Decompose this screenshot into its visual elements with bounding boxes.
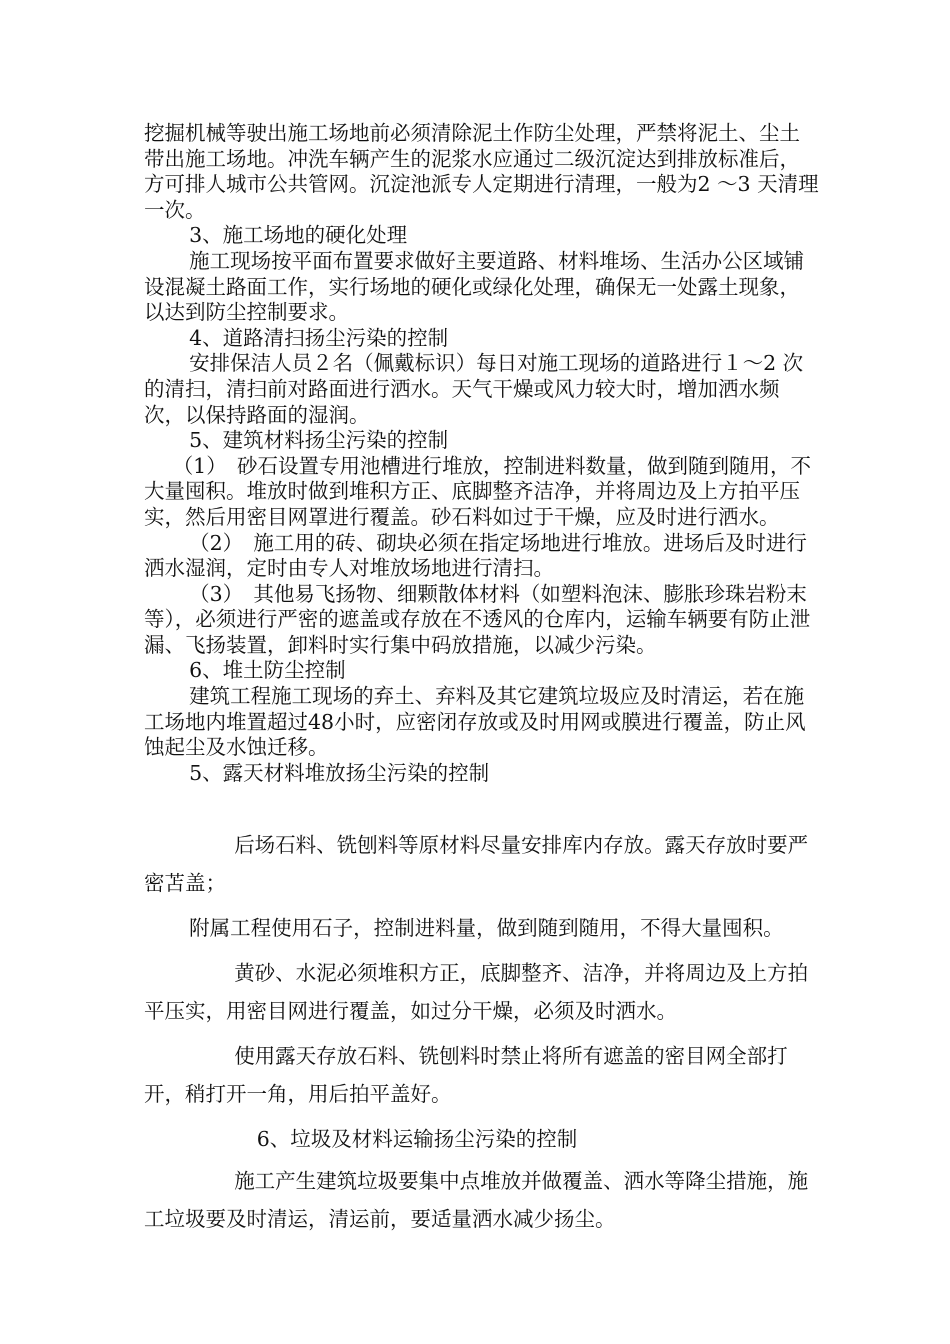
paragraph-net-cover: 使用露天存放石料、铣刨料时禁止将所有遮盖的密目网全部打开，稍打开一角，用后拍平盖好。 [144, 1044, 788, 1106]
paragraph-sand-cement: 黄砂、水泥必须堆积方正，底脚整齐、洁净，并将周边及上方拍平压实，用密目网进行覆盖，如过分干燥，必须及时洒水。 [144, 961, 809, 1023]
paragraph-material-item-1: （1） 砂石设置专用池槽进行堆放，控制进料数量，做到随到随用，不大量囤积。堆放时做到堆积方正、底脚整齐洁净，并将周边及上方拍平压实，然后用密目网罩进行覆盖。砂石料如过于干燥，应及时进行洒水。 [144, 453, 811, 529]
paragraph-soil-dust: 建筑工程施工现场的弃土、弃料及其它建筑垃圾应及时清运，若在施工场地内堆置超过48小时，应密闭存放或及时用网或膜进行覆盖，防止风蚀起尘及水蚀迁移。 [144, 684, 806, 760]
heading-soil-dust: 6、堆土防尘控制 [189, 658, 346, 683]
body-text-block-spaced [144, 826, 819, 1238]
paragraph-site-hardening: 施工现场按平面布置要求做好主要道路、材料堆场、生活办公区域铺设混凝土路面工作，实行场地的硬化或绿化处理，确保无一处露土现象，以达到防尘控制要求。 [144, 248, 805, 325]
paragraph-intro: 挖掘机械等驶出施工场地前必须清除泥土作防尘处理，严禁将泥土、尘土带出施工场地。冲洗车辆产生的泥浆水应通过二级沉淀达到排放标准后，方可排人城市公共管网。沉淀池派专人定期进行清理，一般为2 ～3 天清理一次。 [144, 121, 819, 222]
paragraph-open-air-storage: 后场石料、铣刨料等原材料尽量安排库内存放。露天存放时要严密苫盖； [144, 833, 809, 895]
heading-open-air-material: 5、露天材料堆放扬尘污染的控制 [189, 760, 490, 785]
paragraph-transport-dust: 施工产生建筑垃圾要集中点堆放并做覆盖、洒水等降尘措施，施工垃圾要及时清运，清运前，要适量洒水减少扬尘。 [144, 1169, 809, 1231]
paragraph-road-cleaning: 安排保洁人员２名（佩戴标识）每日对施工现场的道路进行１～2 次的清扫，清扫前对路面进行洒水。天气干燥或风力较大时，增加洒水频次，以保持路面的湿润。 [144, 351, 804, 427]
paragraph-material-item-3: （3） 其他易飞扬物、细颗散体材料（如塑料泡沫、膨胀珍珠岩粉末等），必须进行严密的遮盖或存放在不透风的仓库内，运输车辆要有防止泄漏、飞扬装置，卸料时实行集中码放措施，以减少污染。 [144, 581, 811, 657]
heading-material-dust: 5、建筑材料扬尘污染的控制 [189, 428, 449, 453]
paragraph-material-item-2: （2） 施工用的砖、砌块必须在指定场地进行堆放。进场后及时进行洒水湿润，定时由专人对堆放场地进行清扫。 [144, 530, 807, 581]
heading-transport-dust: 6、垃圾及材料运输扬尘污染的控制 [256, 1127, 578, 1151]
heading-site-hardening: 3、施工场地的硬化处理 [189, 223, 408, 248]
body-text-block [144, 121, 819, 786]
heading-road-cleaning: 4、道路清扫扬尘污染的控制 [189, 325, 449, 350]
paragraph-gravel-usage: 附属工程使用石子，控制进料量，做到随到随用，不得大量囤积。 [189, 916, 784, 940]
